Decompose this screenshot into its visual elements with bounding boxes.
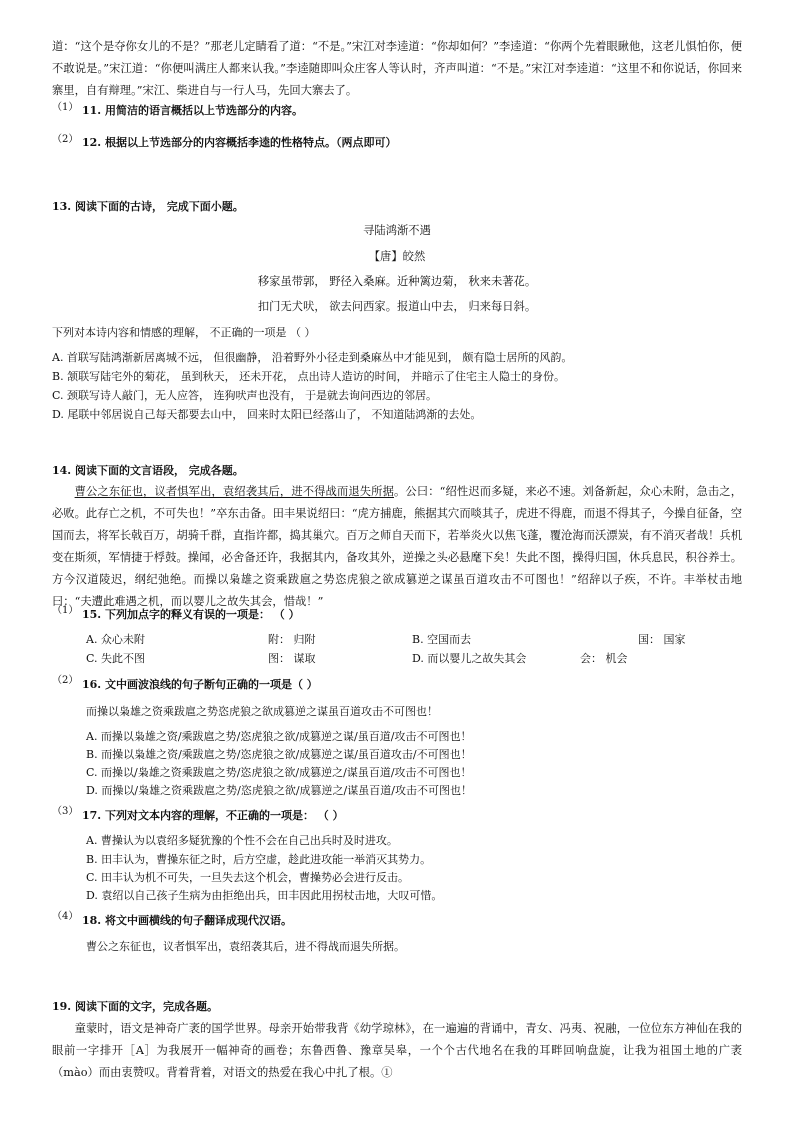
q18-sub-number: （4） [52, 911, 79, 922]
q16-sentence: 而操以枭雄之资乘跋扈之势恣虎狼之欲成篡逆之谋虽百道攻击不可图也！ [86, 705, 438, 718]
q18-question: 18. 将文中画横线的句子翻译成现代汉语。 [82, 914, 292, 927]
q17-option-d: D. 袁绍以自己孩子生病为由拒绝出兵，田丰因此用拐杖击地，大叹可惜。 [86, 889, 443, 902]
q11-sub-number: （1） [52, 102, 79, 113]
q16-question: 16. 文中画波浪线的句子断句正确的一项是（ ） [82, 678, 318, 691]
q13-option-c: C. 颈联写诗人敲门，无人应答， 连狗吠声也没有， 于是就去询问西边的邻居。 [52, 389, 438, 402]
poem-title: 寻陆鸿渐不遇 [363, 224, 431, 237]
poem-line-2: 扣门无犬吠， 欲去问西家。报道山中去， 归来每日斜。 [257, 300, 537, 313]
q19-heading: 19. 阅读下面的文字，完成各题。 [52, 1000, 218, 1013]
q16-option-d: D. 而操以/枭雄之资乘跋扈之势/恣虎狼之欲/成篡逆之/谋虽百道/攻击不可图也！ [86, 784, 472, 797]
q14-underlined-sentence: 曹公之东征也，议者惧军出，袁绍袭其后，进不得战而退失所据 [74, 485, 394, 498]
q13-option-a: A. 首联写陆鸿渐新居离城不远， 但很幽静， 沿着野外小径走到桑麻丛中才能见到， 颇有隐士居所的风韵。 [52, 351, 573, 364]
poem-author: 【唐】皎然 [368, 250, 426, 263]
q16-option-c: C. 而操以/枭雄之资乘跋扈之势/恣虎狼之欲/成篡逆之/谋虽百道/攻击不可图也！ [86, 766, 472, 779]
q19-passage: 童蒙时，语文是神奇广袤的国学世界。母亲开始带我背《幼学琼林》，在一遍遍的背诵中，青女、冯夷、祝融，一位位东方神仙在我的眼前一字排开［A］为我展开一幅神奇的画卷；东鲁西鲁、豫章吴皋，一个个古代地名在我的耳畔回响盘旋，让我为祖国土地的广袤（mào）而由衷赞叹。背着背着，对语文的热爱在我心中扎了根。① [52, 1022, 742, 1079]
q15-option-a-gloss: 附： 归附 [268, 633, 316, 646]
q15-option-b: B. 空国而去 [412, 633, 472, 646]
poem-line-1: 移家虽带郭， 野径入桑麻。近种篱边菊， 秋来未著花。 [257, 275, 537, 288]
q11-question: 11. 用简洁的语言概括以上节选部分的内容。 [82, 104, 303, 117]
q12-question: 12. 根据以上节选部分的内容概括李逵的性格特点。（两点即可） [82, 136, 397, 149]
q15-option-c: C. 失此不图 [86, 652, 146, 665]
q12-sub-number: （2） [52, 134, 79, 145]
q15-sub-number: （1） [52, 605, 79, 616]
q16-sub-number: （2） [52, 675, 79, 686]
q17-sub-number: （3） [52, 806, 79, 817]
q16-option-b: B. 而操以枭雄之资/乘跋扈之势/恣虎狼之欲/成篡逆之谋/虽百道攻击/不可图也！ [86, 748, 472, 761]
q14-heading: 14. 阅读下面的文言语段， 完成各题。 [52, 464, 244, 477]
q14-passage [52, 481, 742, 613]
q17-option-c: C. 田丰认为机不可失，一旦失去这个机会，曹操势必会进行反击。 [86, 871, 410, 884]
q15-option-c-gloss: 图： 谋取 [268, 652, 316, 665]
q16-option-a: A. 而操以枭雄之资/乘跋扈之势/恣虎狼之欲/成篡逆之谋/虽百道/攻击不可图也！ [86, 730, 472, 743]
q15-option-d-gloss: 会： 机会 [580, 652, 628, 665]
q18-sentence: 曹公之东征也，议者惧军出，袁绍袭其后，进不得战而退失所据。 [86, 940, 405, 953]
q15-option-d: D. 而以婴儿之故失其会 [412, 652, 527, 665]
q17-option-b: B. 田丰认为，曹操东征之时，后方空虚，趁此进攻能一举消灭其势力。 [86, 853, 432, 866]
q15-option-a: A. 众心未附 [86, 633, 145, 646]
q13-option-d: D. 尾联中邻居说自己每天都要去山中， 回来时太阳已经落山了， 不知道陆鸿渐的去处。 [52, 408, 482, 421]
intro-paragraph: 道：“这个是夺你女儿的不是？”那老儿定睛看了道：“不是。”宋江对李逵道：“你却如何？”李逵道：“你两个先着眼瞅他，这老儿惧怕你，便不敢说是。”宋江道：“你便叫满庄人都来认我。”李逵随即叫众庄客人等认时，齐声叫道：“不是。”宋江对李逵道：“这里不和你说话，你回来寨里，自有辩理。”宋江、柴进自与一行人马，先回大寨去了。 [52, 40, 743, 97]
q17-option-a: A. 曹操认为以袁绍多疑犹豫的个性不会在自己出兵时及时进攻。 [86, 834, 398, 847]
q13-option-b: B. 颔联写陆宅外的菊花， 虽到秋天， 还未开花， 点出诗人造访的时间， 并暗示了住宅主人隐士的身份。 [52, 370, 566, 383]
q13-stem: 下列对本诗内容和情感的理解， 不正确的一项是 （ ） [52, 326, 316, 339]
q14-passage-rest: 。公曰：“绍性迟而多疑，来必不速。刘备新起，众心未附，急击之，必败。此存亡之机，不可失也！”卒东击备。田丰果说绍曰：“虎方捕鹿，熊据其穴而啖其子，虎进不得鹿，而退不得其子，今操自征备，空国而去，将军长戟百万，胡骑千群，直指许都，捣其巢穴。百万之师自天而下，若举炎火以焦飞蓬，覆沧海而沃漂炭，有不消灭者哉！兵机变在斯须，军情捷于桴鼓。操闻，必舍备还许，我据其内，备攻其外，逆操之头必悬麾下矣！失此不图，操得归国，休兵息民，积谷养士。方今汉道陵迟，纲纪弛绝。而操以枭雄之资乘跋扈之势恣虎狼之欲成篡逆之谋虽百道攻击不可图也！”绍辞以子疾，不许。丰举杖击地曰：“夫遭此难遇之机，而以婴儿之故失其会，惜哉！” [52, 485, 742, 608]
q15-option-b-gloss: 国： 国家 [638, 633, 686, 646]
q17-question: 17. 下列对文本内容的理解，不正确的一项是： （ ） [82, 809, 344, 822]
q13-heading: 13. 阅读下面的古诗， 完成下面小题。 [52, 200, 244, 213]
q15-question: 15. 下列加点字的释义有误的一项是： （ ） [82, 608, 300, 621]
